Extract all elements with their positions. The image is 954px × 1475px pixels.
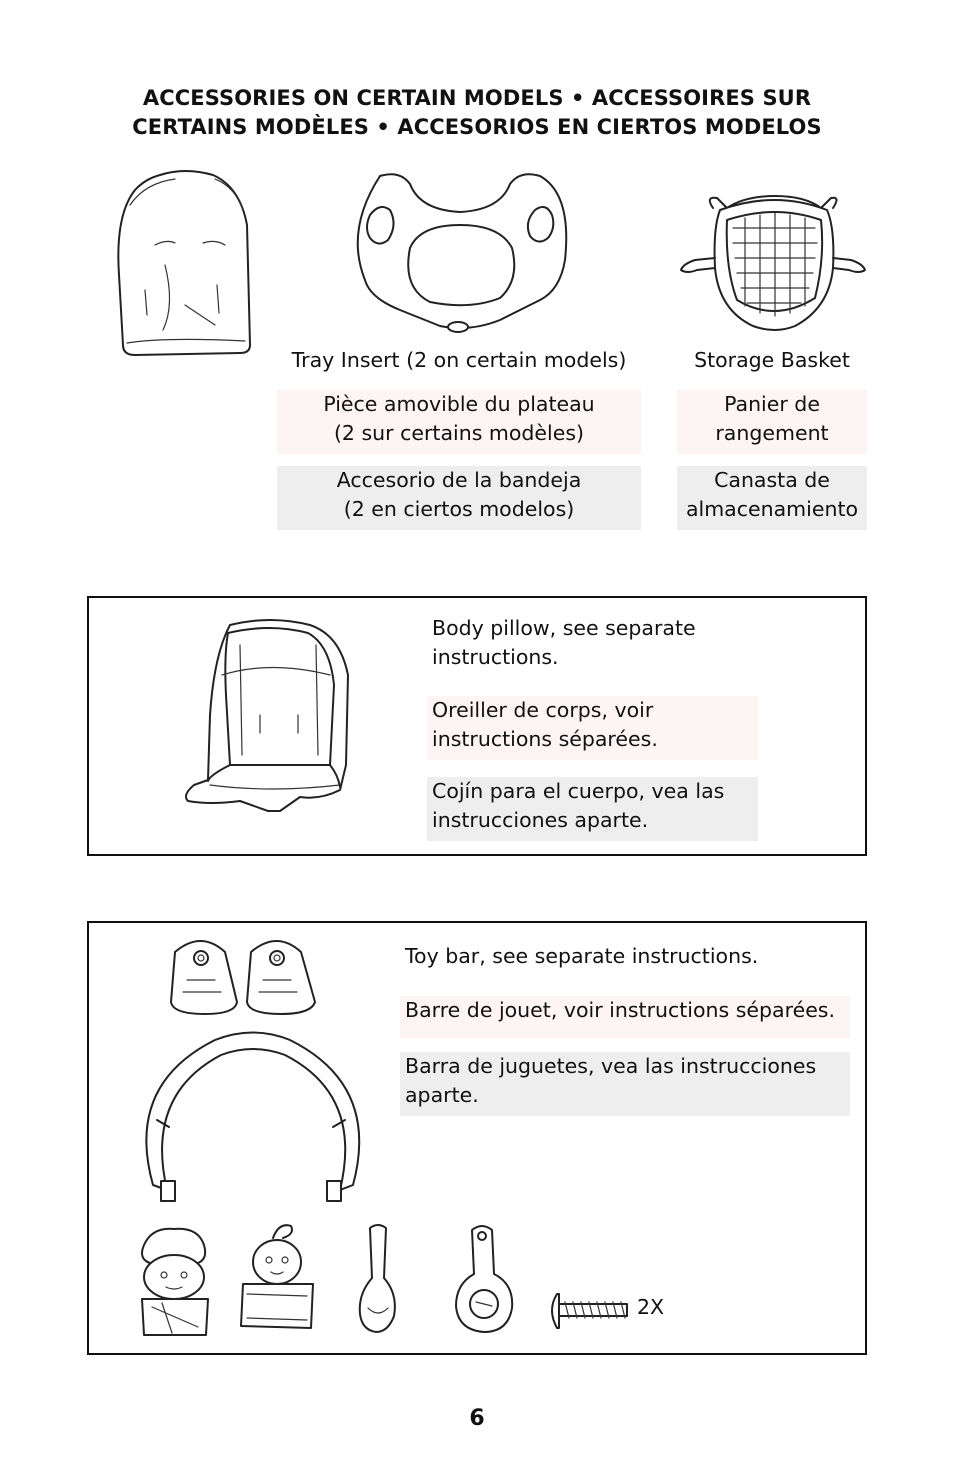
- page-title: [60, 84, 894, 142]
- storage-basket-label-fr: [677, 390, 867, 454]
- page-number: 6: [469, 1406, 485, 1431]
- body-pillow-text-es: [427, 777, 758, 841]
- screw-quantity: 2X: [637, 1295, 665, 1319]
- screw-illustration: [543, 1290, 633, 1332]
- storage-basket-label-en: Storage Basket: [694, 348, 850, 372]
- toy-bar-text-es: [400, 1052, 850, 1116]
- toy-bar-arch-illustration: [135, 1025, 370, 1210]
- body-pillow-es-line2: instrucciones aparte.: [432, 808, 649, 832]
- storage-basket-es-line1: Canasta de: [714, 468, 830, 492]
- body-pillow-fr-line1: Oreiller de corps, voir: [432, 698, 654, 722]
- storage-basket-illustration: [675, 188, 870, 338]
- tray-insert-es-line2: (2 en ciertos modelos): [343, 497, 575, 521]
- storage-basket-label-es: [677, 466, 867, 530]
- toy-bar-text-fr: Barre de jouet, voir instructions séparées.: [400, 996, 850, 1038]
- storage-basket-es-line2: almacenamiento: [685, 497, 859, 521]
- tray-insert-es-line1: Accesorio de la bandeja: [336, 468, 582, 492]
- tray-insert-illustration: [340, 170, 580, 340]
- bear-toy-illustration: [235, 1220, 320, 1335]
- tray-insert-label-es: [277, 466, 641, 530]
- body-pillow-illustration: [180, 615, 360, 815]
- body-pillow-text-fr: [427, 696, 758, 760]
- toy-bar-mounts-illustration: [165, 932, 325, 1022]
- rattle-toy-illustration: [350, 1222, 405, 1337]
- body-pillow-en-line1: Body pillow, see separate: [432, 616, 696, 640]
- body-pillow-es-line1: Cojín para el cuerpo, vea las: [432, 779, 725, 803]
- toy-bar-text-en: Toy bar, see separate instructions.: [405, 944, 759, 968]
- body-pillow-text-en: [432, 614, 762, 672]
- chef-toy-illustration: [132, 1225, 217, 1340]
- tray-insert-fr-line2: (2 sur certains modèles): [333, 421, 585, 445]
- tray-insert-fr-line1: Pièce amovible du plateau: [323, 392, 595, 416]
- teether-toy-illustration: [450, 1222, 520, 1337]
- body-pillow-en-line2: instructions.: [432, 645, 559, 669]
- body-pillow-fr-line2: instructions séparées.: [432, 727, 658, 751]
- toy-bar-es-line1: Barra de juguetes, vea las instrucciones: [405, 1054, 817, 1078]
- tray-insert-label-fr: [277, 390, 641, 454]
- title-line-2: CERTAINS MODÈLES • ACCESORIOS EN CIERTOS MODELOS: [132, 115, 822, 139]
- tray-insert-label-en: Tray Insert (2 on certain models): [291, 348, 627, 372]
- title-line-1: ACCESSORIES ON CERTAIN MODELS • ACCESSOIRES SUR: [142, 86, 812, 110]
- toy-bar-es-line2: aparte.: [405, 1083, 479, 1107]
- storage-basket-fr-line2: rangement: [715, 421, 829, 445]
- seat-pad-illustration: [105, 165, 265, 365]
- storage-basket-fr-line1: Panier de: [724, 392, 820, 416]
